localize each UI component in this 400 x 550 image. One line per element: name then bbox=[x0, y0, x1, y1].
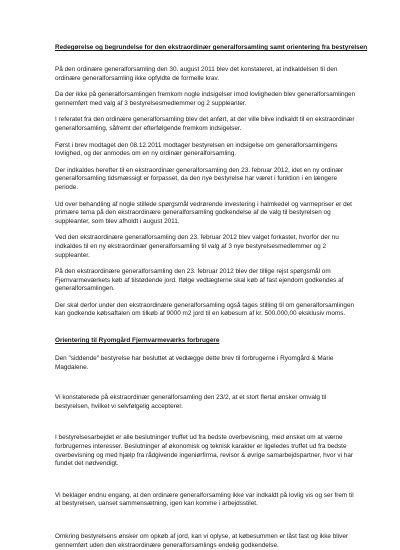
paragraph: Da der ikke på generalforsamlingen fremkom nogle indsigelser imod lovligheden blev generalforsamlingen gennemført med valg af 3 bestyrelsesmedlemmer og 2 suppleanter. bbox=[55, 91, 356, 107]
section-heading-orientering: Orientering til Ryomgård Fjernvarmeværks forbrugere bbox=[55, 337, 220, 345]
paragraph: Der indkaldes herefter til en ekstraordinær generalforsamling den 23. februar 2012, idet en ny ordinær generalforsamling tidsmæssigt er forpasset, da den nye bestyrelse har været i funktion i en længere periode. bbox=[55, 166, 344, 191]
paragraph: Vi beklager endnu engang, at den ordinære generalforsamling ikke var indkaldt på lovlig vis og ser frem til at bestyrelsen, uanset sammensætning, igen kan komme i arbejdsstilet. bbox=[55, 491, 354, 508]
paragraph: Først i brev modtaget den 08.12.2011 modtager bestyrelsen en indsigelse om generalforsamlingens lovlighed, og der anmodes om en ny ordinær generalforsamling. bbox=[55, 141, 338, 158]
paragraph: På den ordinære generalforsamling den 30. august 2011 blev det konstateret, at indkaldelsen til den ordinære generalforsamling ikke opfyldte de formelle krav. bbox=[55, 66, 338, 82]
paragraph: Ud over behandling af nogle stillede spørgsmål vedrørende investering i halmkedel og varmepriser er det primære tema på den ekstraordinære generalforsamling godkendelse af de valg til bestyrelsen og suppleanter, som blev afholdt i august 2011. bbox=[55, 200, 352, 225]
paragraph: I referatet fra den ordinære generalforsamling blev det anført, at der ville blive indkaldt til en ekstraordinær generalforsamling, såfremt der efterfølgende fremkom indsigelser. bbox=[55, 116, 355, 132]
paragraph: På den ekstraordinære generalforsamling den 23. februar 2012 blev der tillige rejst spørgsmål om Fjernvarmeværkets køb af tilstødende jord. Ifølge vedtægterne skal køb af fast ejendom godkendes af generalforsamlingen. bbox=[55, 268, 344, 293]
paragraph: Den "siddende" bestyrelse har besluttet at vedlægge dette brev til forbrugerne i Ryomgård & Marie Magdalene. bbox=[55, 355, 334, 371]
paragraph: Der skal derfor under den ekstraordinære generalforsamling også tages stilling til om generalforsamlingen kan godkende købsaftalen om tilkøb af 9000 m2 jord til en købesum af kr. 500.000,00 eksklusiv moms. bbox=[55, 301, 355, 318]
paragraph: Ved den ekstraordinære generalforsamling den 23. februar 2012 blev valget forkastet, hvorfor der nu indkaldes til en ny ekstraordinær generalforsamling til valg af 3 nye bestyrelsesmedlemmer og 2 suppleanter. bbox=[55, 234, 339, 259]
paragraph: I bestyrelsesarbejdet er alle beslutninger truffet ud fra bedste overbevisning, med ønsket om at værne forbrugernes interesser. Beslutninger af økonomisk og teknisk karakter er ligeledes truffet ud fra bedste overbevisning og med hjælp fra rådgivende ingeniørfirma, revisor & øvrige samarbejdspartner, hvor vi har fundet det nødvendigt. bbox=[55, 434, 354, 468]
section-heading-redegorelse: Redegørelse og begrundelse for den ekstraordinær generalforsamling samt orientering fra bestyrelsen bbox=[55, 44, 368, 51]
paragraph: Vi konstaterede på ekstraordinær generalforsamling den 23/2, at et stort flertal ønsker omvalg til bestyrelsen, hvilket vi selvfølgelig accepterer. bbox=[55, 394, 327, 410]
paragraph: Omkring bestyrelsens ønsker om opkøb af jord, kan vi oplyse, at købesummen er låst fast og ikke bliver gennemført uden den ekstraordinære generalforsamlings endelig godkendelse. bbox=[55, 533, 349, 549]
